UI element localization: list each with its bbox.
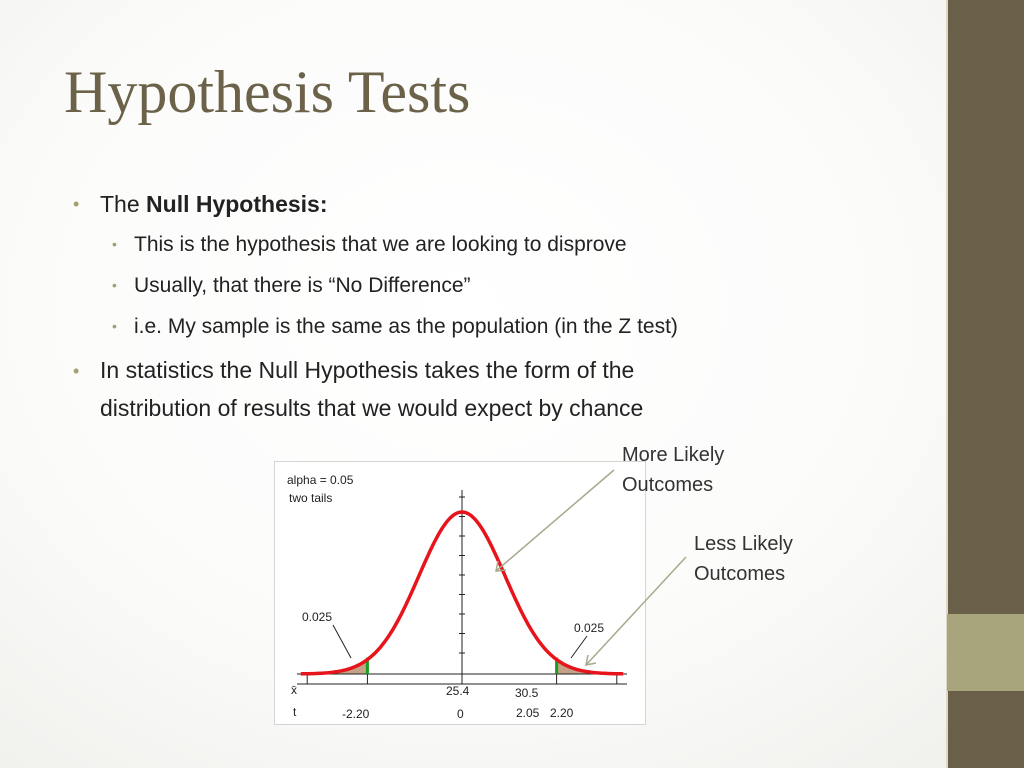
callout-line: More Likely <box>622 444 725 466</box>
tail-area-label-left: 0.025 <box>302 610 333 624</box>
sub-bullet-item: This is the hypothesis that we are looking to disprove <box>134 233 627 256</box>
bullet-null-distribution-line-1: In statistics the Null Hypothesis takes the form of the <box>100 357 635 383</box>
t-tick-label: 2.20 <box>550 706 574 720</box>
callout-line: Outcomes <box>622 474 714 496</box>
chart-annotation-tails: two tails <box>289 491 333 505</box>
chart-annotation-alpha: alpha = 0.05 <box>287 473 354 487</box>
callout-line: Less Likely <box>694 533 793 555</box>
xbar-axis-label: x̄ <box>291 683 297 697</box>
sub-bullet-dot: • <box>112 318 117 334</box>
bullet-dot: • <box>73 361 80 381</box>
t-tick-label: -2.20 <box>342 707 370 721</box>
tail-area-label-right: 0.025 <box>574 621 605 635</box>
sub-bullet-dot: • <box>112 277 117 293</box>
t-tick-label: 0 <box>457 707 464 721</box>
sub-bullet-item: i.e. My sample is the same as the population (in the Z test) <box>134 315 678 338</box>
arrow-less-likely <box>586 557 686 665</box>
xbar-tick-label: 25.4 <box>446 684 470 698</box>
bullet-dot: • <box>73 194 80 214</box>
slide-title: Hypothesis Tests <box>64 59 471 125</box>
sub-bullet-dot: • <box>112 236 117 252</box>
xbar-tick-label: 30.5 <box>515 686 539 700</box>
callout-line: Outcomes <box>694 563 786 585</box>
t-axis-label: t <box>293 705 297 719</box>
bullet-null-distribution-line-2: distribution of results that we would expect by chance <box>100 395 644 421</box>
bullet-text: The <box>100 191 147 217</box>
t-tick-label: 2.05 <box>516 706 540 720</box>
arrow-more-likely <box>496 470 614 571</box>
bullet-bold-term: Null Hypothesis: <box>146 191 328 217</box>
sub-bullet-item: Usually, that there is “No Difference” <box>134 274 471 297</box>
